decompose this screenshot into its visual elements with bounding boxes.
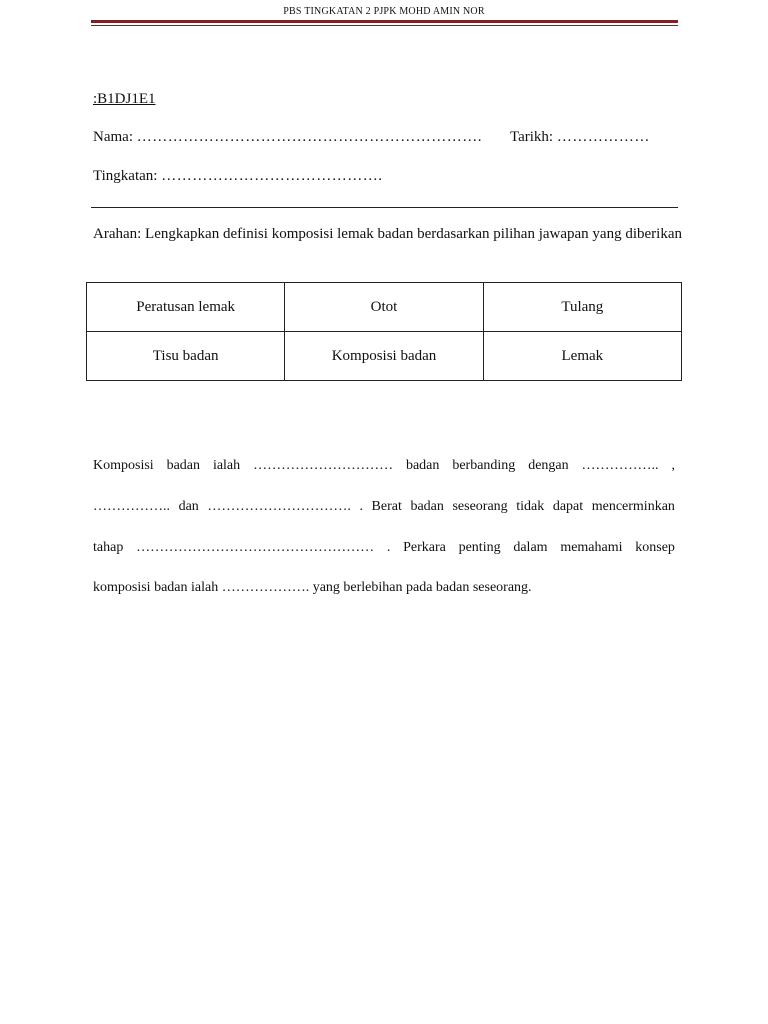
- answer-blank-2[interactable]: ……………..: [581, 458, 659, 473]
- passage-word: penting: [458, 540, 501, 555]
- option-cell: Lemak: [483, 332, 681, 381]
- tingkatan-label: Tingkatan:: [93, 168, 158, 184]
- passage-word: berbanding: [452, 458, 516, 473]
- passage-word: dan: [178, 499, 199, 514]
- instruction-text: Arahan: Lengkapkan definisi komposisi lemak badan berdasarkan pilihan jawapan yang diberikan: [93, 226, 682, 242]
- section-divider: [91, 207, 678, 208]
- passage-word: mencerminkan: [591, 499, 675, 514]
- answer-blank-3[interactable]: ……………..: [93, 499, 170, 514]
- passage-word: dapat: [552, 499, 584, 514]
- passage-word: badan: [410, 499, 444, 514]
- passage-word: dalam: [513, 540, 548, 555]
- answer-options-table: [86, 282, 682, 381]
- passage-word: .: [359, 499, 363, 514]
- passage-line-4: komposisi badan ialah ………………. yang berlebihan pada badan seseorang.: [93, 580, 532, 595]
- tarikh-field[interactable]: [510, 129, 650, 146]
- passage-word: ialah: [212, 458, 241, 473]
- passage-word: konsep: [635, 540, 675, 555]
- page-header: PBS TINGKATAN 2 PJPK MOHD AMIN NOR: [283, 6, 485, 17]
- passage-line-1: [93, 457, 675, 475]
- answer-blank-1[interactable]: …………………………: [253, 458, 394, 473]
- worksheet-code: :B1DJ1E1: [93, 91, 156, 107]
- answer-blank-4[interactable]: ………………………….: [207, 499, 351, 514]
- header-rule-thin: [91, 25, 678, 26]
- passage-word: seseorang: [452, 499, 508, 514]
- passage-word: tahap: [93, 540, 124, 555]
- option-cell: Peratusan lemak: [87, 283, 285, 332]
- passage-word: dengan: [528, 458, 569, 473]
- tingkatan-blank[interactable]: …………………………………….: [161, 168, 383, 184]
- option-cell: Tisu badan: [87, 332, 285, 381]
- nama-blank[interactable]: ………………………………………………………….: [136, 129, 482, 145]
- passage-word: Komposisi: [93, 458, 154, 473]
- answer-blank-5[interactable]: ……………………………………………: [136, 540, 375, 555]
- passage-word: Berat: [371, 499, 402, 514]
- passage-line-2: [93, 498, 675, 516]
- table-row: [87, 283, 682, 332]
- passage-word: badan: [166, 458, 201, 473]
- passage-word: badan: [405, 458, 440, 473]
- option-cell: Tulang: [483, 283, 681, 332]
- passage-word: ,: [671, 458, 675, 473]
- nama-field[interactable]: [93, 129, 482, 146]
- table-row: [87, 332, 682, 381]
- passage-word: .: [386, 540, 391, 555]
- tarikh-label: Tarikh:: [510, 129, 554, 145]
- option-cell: Otot: [285, 283, 483, 332]
- passage-word: memahami: [560, 540, 623, 555]
- passage-word: tidak: [516, 499, 545, 514]
- nama-label: Nama:: [93, 129, 133, 145]
- tarikh-blank[interactable]: ………………: [556, 129, 650, 145]
- option-cell: Komposisi badan: [285, 332, 483, 381]
- header-rule-thick: [91, 20, 678, 23]
- passage-word: Perkara: [403, 540, 446, 555]
- tingkatan-field[interactable]: [93, 168, 382, 185]
- passage-line-3: [93, 539, 675, 557]
